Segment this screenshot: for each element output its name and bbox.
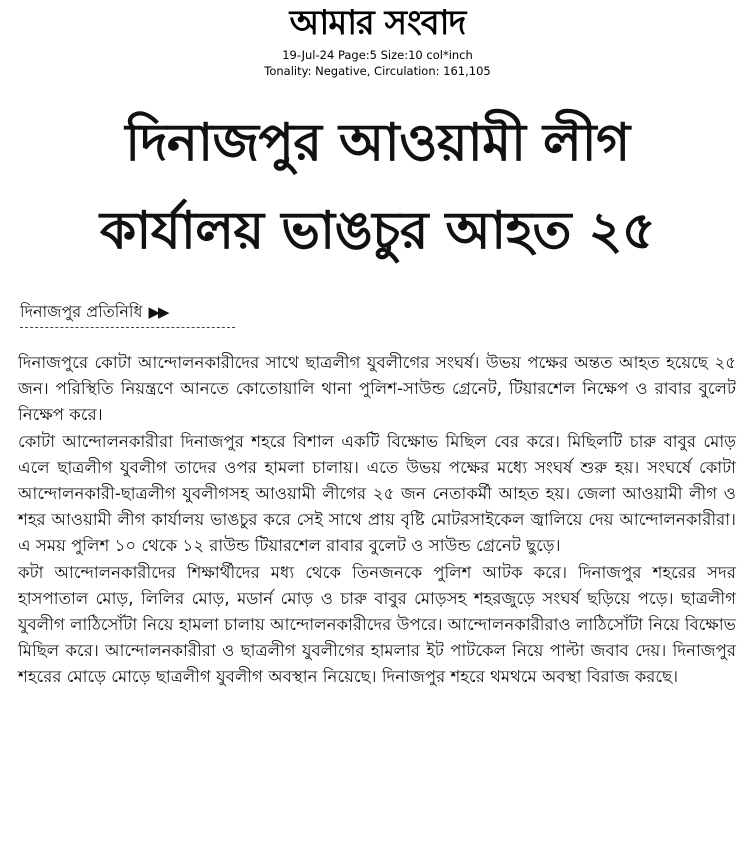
clip-meta-tonality-circulation: Tonality: Negative, Circulation: 161,105 (264, 64, 491, 78)
byline (20, 299, 168, 326)
article-paragraph-2: কোটা আন্দোলনকারীরা দিনাজপুর শহরে বিশাল একটি বিক্ষোভ মিছিল বের করে। মিছিলটি চারু বাবুর মোড় এলে ছাত্রলীগ যুবলীগ তাদের ওপর হামলা চালায়। এতে উভয় পক্ষের মধ্যে সংঘর্ষ শুরু হয়। সংঘর্ষে কোটা আন্দোলনকারী-ছাত্রলীগ যুবলীগসহ আওয়ামী লীগের ২৫ জন নেতাকর্মী আহত হয়। জেলা আওয়ামী লীগ ও শহর আওয়ামী লীগ কার্যালয় ভাঙচুর করে সেই সাথে প্রায় বৃষ্টি মোটরসাইকেল জ্বালিয়ে দেয় আন্দোলনকারীরা। এ সময় পুলিশ ১০ থেকে ১২ রাউন্ড টিয়ারশেল রাবার বুলেট ও সাউন্ড গ্রেনেট ছুড়ে। (18, 431, 736, 556)
article-body (18, 350, 736, 691)
byline-text: দিনাজপুর প্রতিনিধি (20, 302, 143, 321)
clip-meta-date-page-size: 19-Jul-24 Page:5 Size:10 col*inch (282, 48, 473, 62)
byline-divider (20, 327, 235, 328)
headline-line-2: কার্যালয় ভাঙচুর আহত ২৫ (99, 201, 656, 261)
headline-line-1: দিনাজপুর আওয়ামী লীগ (125, 113, 630, 173)
double-arrow-icon: ▶▶ (148, 303, 168, 321)
newspaper-masthead: আমার সংবাদ (289, 3, 466, 43)
article-paragraph-3: কটা আন্দোলনকারীদের শিক্ষার্থীদের মধ্য থেকে তিনজনকে পুলিশ আটক করে। দিনাজপুর শহরের সদর হাসপাতাল মোড়, লিলির মোড়, মডার্ন মোড় ও চারু বাবুর মোড়সহ শহরজুড়ে সংঘর্ষ ছড়িয়ে পড়ে। ছাত্রলীগ যুবলীগ লাঠিসোঁটা নিয়ে হামলা চালায় আন্দোলনকারীদের উপরে। আন্দোলনকারীরাও লাঠিসোঁটা নিয়ে বিক্ষোভ মিছিল করে। আন্দোলনকারীরা ও ছাত্রলীগ যুবলীগের হামলার ইট পাটকেল নিয়ে পাল্টা জবাব দেয়। দিনাজপুর শহরের মোড়ে মোড়ে ছাত্রলীগ যুবলীগ অবস্থান নিয়েছে। দিনাজপুর শহরে থমথমে অবস্থা বিরাজ করছে। (18, 562, 736, 687)
article-paragraph-1: দিনাজপুরে কোটা আন্দোলনকারীদের সাথে ছাত্রলীগ যুবলীগের সংঘর্ষ। উভয় পক্ষের অন্তত আহত হয়েছে ২৫ জন। পরিস্থিতি নিয়ন্ত্রণে আনতে কোতোয়ালি থানা পুলিশ-সাউন্ড গ্রেনেট, টিয়ারশেল নিক্ষেপ ও রাবার বুলেট নিক্ষেপ করে। (18, 353, 736, 425)
